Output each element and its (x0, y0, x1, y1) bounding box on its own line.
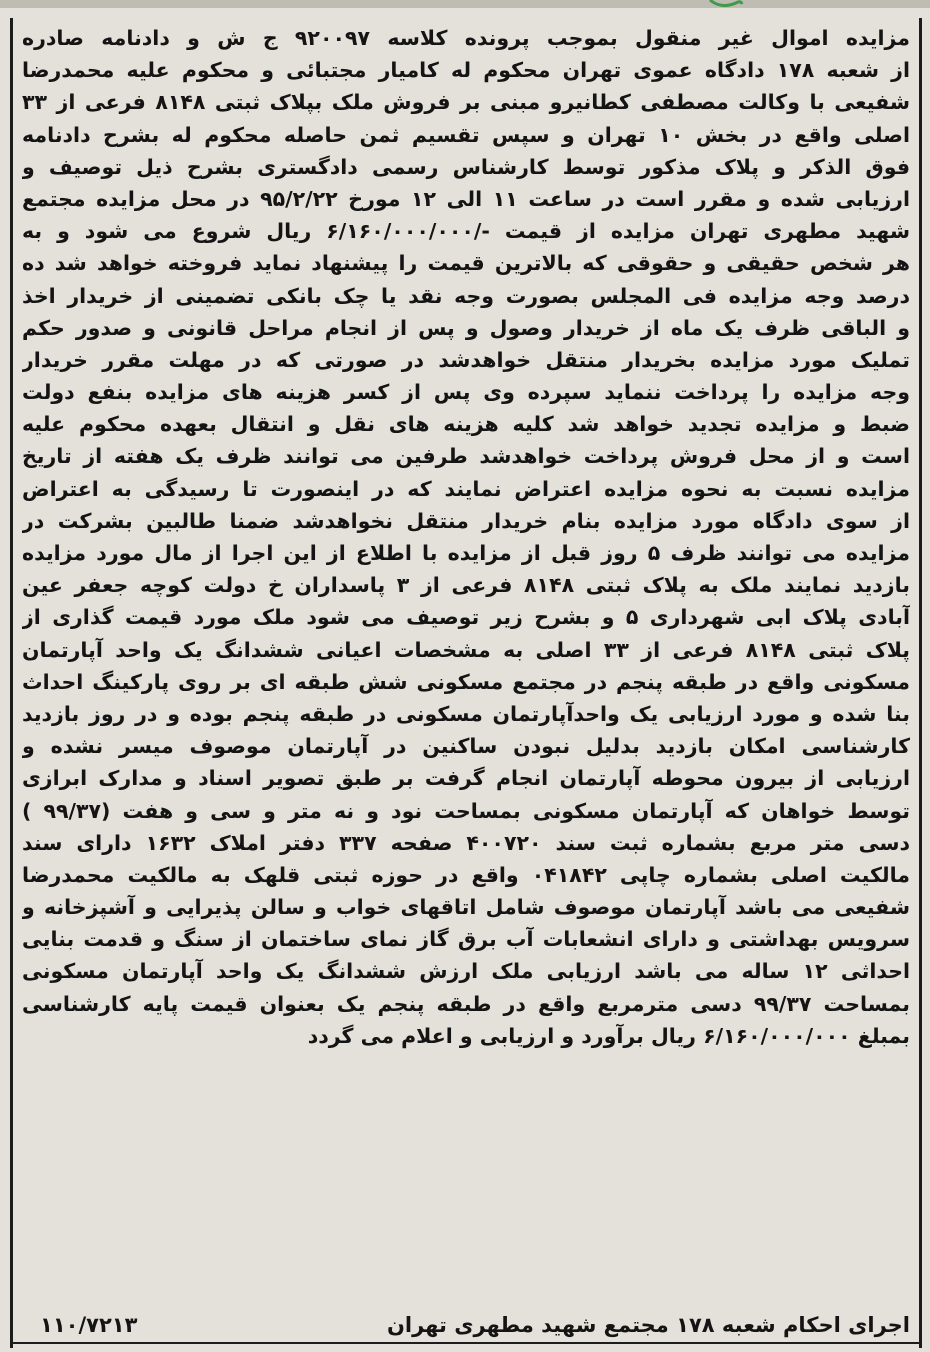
notice-line: هر شخص حقیقی و حقوقی که بالاترین قیمت را پیشنهاد نماید فروخته خواهد شد ده (22, 251, 910, 276)
notice-line: کارشناسی امکان بازدید بدلیل نبودن ساکنین در آپارتمان موصوف میسر نشده و (22, 734, 910, 759)
notice-line: از شعبه ۱۷۸ دادگاه عموی تهران محکوم له کامیار مجتبائی و محکوم علیه محمدرضا (22, 58, 910, 83)
notice-line: وجه مزایده را پرداخت ننماید سپرده وی پس از کسر هزینه های مزایده بنفع دولت (22, 380, 910, 405)
green-marker-stroke (708, 0, 744, 14)
notice-line: بازدید نمایند ملک به پلاک ثبتی ۸۱۴۸ فرعی از ۳ پاسداران خ دولت کوچه جعفر عین (22, 573, 910, 598)
issuer-signature: اجرای احکام شعبه ۱۷۸ مجتمع شهید مطهری تهران (386, 1313, 910, 1337)
notice-line: پلاک ثبتی ۸۱۴۸ فرعی از ۳۳ اصلی به مشخصات اعیانی ششدانگ یک واحد آپارتمان (22, 637, 910, 662)
notice-line: مزایده اموال غیر منقول بموجب پرونده کلاسه ۹۲۰۰۹۷ ج ش و دادنامه صادره (22, 26, 910, 50)
notice-line: ارزیابی شده و مقرر است در ساعت ۱۱ الی ۱۲ مورخ ۹۵/۲/۲۲ در محل مزایده مجتمع (22, 186, 910, 211)
notice-line: احداثی ۱۲ ساله می باشد ارزیابی ملک ارزش ششدانگ یک واحد آپارتمان مسکونی (22, 959, 910, 984)
notice-line: شفیعی با وکالت مصطفی کطانیرو مبنی بر فروش ملک بپلاک ثبتی ۸۱۴۸ فرعی از ۳۳ (22, 90, 910, 115)
notice-line: اصلی واقع در بخش ۱۰ تهران و سپس تقسیم ثمن حاصله محکوم له بشرح دادنامه (22, 122, 910, 147)
notice-line: مزایده نسبت به نحوه مزایده اعتراض نمایند که در اینصورت تا رسیدگی به اعتراض (22, 476, 910, 501)
notice-line: توسط خواهان که آپارتمان مسکونی بمساحت نود و نه متر و سی و هفت (۹۹/۳۷ ) (22, 798, 910, 823)
notice-line: است و از محل فروش پرداخت خواهدشد طرفین می توانند ظرف یک هفته از تاریخ (22, 444, 910, 469)
top-edge (0, 0, 930, 8)
notice-footer (22, 1308, 910, 1342)
notice-line: درصد وجه مزایده فی المجلس بصورت وجه نقد یا چک بانکی تضمینی از خریدار اخذ (22, 283, 910, 308)
notice-line: از سوی دادگاه مورد مزایده بنام خریدار منتقل نخواهدشد ضمنا طالبین بشرکت در (22, 508, 910, 533)
notice-line: مزایده می توانند ظرف ۵ روز قبل از مزایده با اطلاع از این اجرا از مال مورد مزایده (22, 541, 910, 565)
notice-line: ضبط و مزایده تجدید خواهد شد کلیه هزینه های نقل و انتقال بعهده محکوم علیه (22, 412, 910, 437)
right-border-rule (919, 18, 922, 1348)
notice-line: بمبلغ ۶/۱۶۰/۰۰۰/۰۰۰ ریال برآورد و ارزیابی و اعلام می گردد (307, 1023, 910, 1048)
notice-line: و الباقی ظرف یک ماه از خریدار وصول و پس از انجام مراحل قانونی و صدور حکم (22, 315, 910, 340)
left-border-rule (10, 18, 13, 1348)
notice-line: بنا شده و مورد ارزیابی یک واحدآپارتمان مسکونی در طبقه پنجم بوده و در روز بازدید (22, 701, 910, 726)
notice-line: ارزیابی از بیرون محوطه آپارتمان انجام گرفت بر طبق تصویر اسناد و مدارک ابرازی (22, 766, 910, 791)
notice-line: تملیک مورد مزایده بخریدار منتقل خواهدشد در صورتی که در مهلت مقرر خریدار (22, 347, 910, 372)
notice-line: آبادی پلاک ابی شهرداری ۵ و بشرح زیر توصیف می شود ملک مورد قیمت گذاری از (22, 605, 910, 630)
reference-code: ۱۱۰/۷۲۱۳ (40, 1313, 138, 1337)
notice-line: سرویس بهداشتی و دارای انشعابات آب برق گاز نمای ساختمان از سنگ و قدمت بنایی (22, 927, 910, 952)
bottom-border-rule (10, 1342, 922, 1344)
notice-line: فوق الذکر و پلاک مذکور توسط کارشناس رسمی دادگستری بشرح ذیل توصیف و (22, 154, 910, 179)
notice-line: شهید مطهری تهران مزایده از قیمت -/۶/۱۶۰/۰۰۰/۰۰۰ ریال شروع می شود و به (22, 219, 910, 244)
notice-line: دسی متر مربع بشماره ثبت سند ۴۰۰۷۲۰ صفحه ۳۳۷ دفتر املاک ۱۶۳۲ دارای سند (22, 830, 910, 855)
notice-line: شفیعی می باشد آپارتمان موصوف شامل اتاقهای خواب و سالن پذیرایی و آشپزخانه و (22, 895, 910, 920)
auction-notice-body (22, 22, 910, 1052)
notice-line: بمساحت ۹۹/۳۷ دسی مترمربع واقع در طبقه پنجم یک بعنوان قیمت پایه کارشناسی (22, 991, 910, 1016)
notice-line: مالکیت اصلی بشماره چاپی ۰۴۱۸۴۲ واقع در حوزه ثبتی قلهک به مالکیت محمدرضا (22, 862, 910, 887)
notice-line: مسکونی واقع در طبقه پنجم در مجتمع مسکونی شش طبقه ای بر روی پارکینگ احداث (22, 669, 910, 694)
